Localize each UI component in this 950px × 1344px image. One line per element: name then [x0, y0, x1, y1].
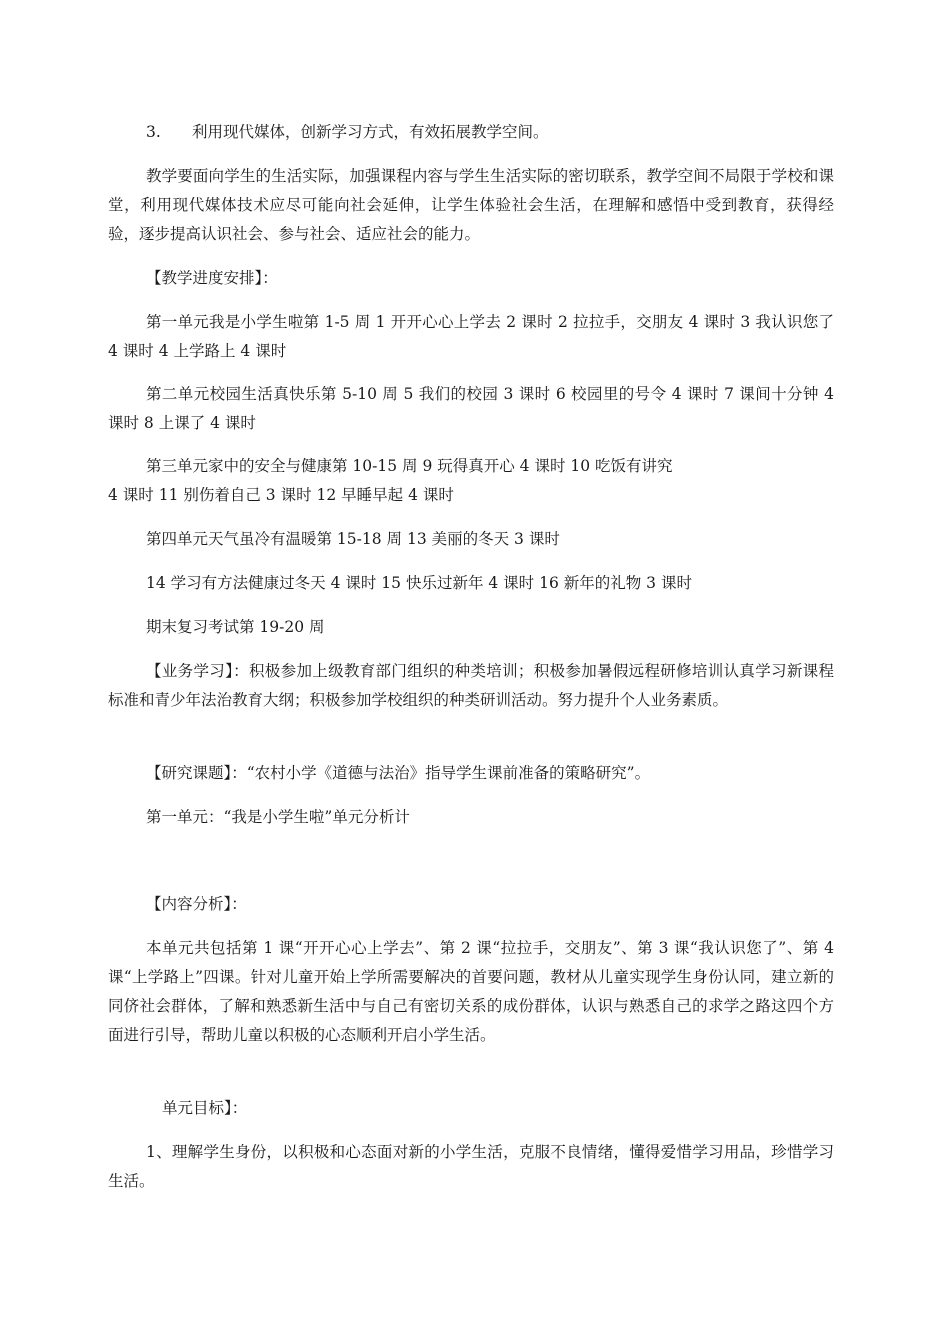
paragraph-unit-1: 第一单元我是小学生啦第 1-5 周 1 开开心心上学去 2 课时 2 拉拉手，交朋友 4 课时 3 我认识您了 4 课时 4 上学路上 4 课时 [108, 313, 834, 360]
heading-content-analysis: 【内容分析】： [146, 895, 247, 913]
paragraph-item-3 [146, 118, 834, 147]
paragraph-unit-4-lessons: 14 学习有方法健康过冬天 4 课时 15 快乐过新年 4 课时 16 新年的礼物 3 课时 [146, 574, 692, 592]
paragraph-research-topic: 【研究课题】：“农村小学《道德与法治》指导学生课前准备的策略研究”。 [146, 764, 651, 782]
paragraph-unit-1-analysis: 第一单元：“我是小学生啦”单元分析计 [146, 808, 410, 826]
paragraph-professional-study: 【业务学习】：积极参加上级教育部门组织的种类培训；积极参加暑假远程研修培训认真学习新课程标准和青少年法治教育大纲；积极参加学校组织的种类研训活动。努力提升个人业务素质。 [108, 662, 834, 709]
paragraph-goal-1: 1、理解学生身份，以积极和心态面对新的小学生活，克服不良情绪，懂得爱惜学习用品，珍惜学习生活。 [108, 1143, 834, 1190]
paragraph-unit-4: 第四单元天气虽冷有温暖第 15-18 周 13 美丽的冬天 3 课时 [146, 530, 560, 548]
paragraph-unit-3-line-2: 4 课时 11 别伤着自己 3 课时 12 早睡早起 4 课时 [108, 486, 454, 504]
list-number: 3. [146, 123, 161, 141]
paragraph-final-exam: 期末复习考试第 19-20 周 [146, 618, 325, 636]
paragraph-content-analysis: 本单元共包括第 1 课“开开心心上学去”、第 2 课“拉拉手，交朋友”、第 3 课“我认识您了”、第 4 课“上学路上”四课。针对儿童开始上学所需要解决的首要问题，教材从儿童实现学生身份认同，建立新的同侪社会群体，了解和熟悉新生活中与自己有密切关系的成份群体，认识与熟悉自己的求学之路这四个方面进行引导，帮助儿童以积极的心态顺利开启小学生活。 [108, 939, 834, 1044]
paragraph-unit-3-line-1: 第三单元家中的安全与健康第 10-15 周 9 玩得真开心 4 课时 10 吃饭有讲究 [146, 457, 673, 475]
heading-teaching-schedule: 【教学进度安排】： [146, 269, 278, 287]
paragraph-unit-2: 第二单元校园生活真快乐第 5-10 周 5 我们的校园 3 课时 6 校园里的号令 4 课时 7 课间十分钟 4 课时 8 上课了 4 课时 [108, 385, 834, 432]
paragraph-teaching-space: 教学要面向学生的生活实际，加强课程内容与学生生活实际的密切联系，教学空间不局限于学校和课堂，利用现代媒体技术应尽可能向社会延伸，让学生体验社会生活，在理解和感悟中受到教育，获得经验，逐步提高认识社会、参与社会、适应社会的能力。 [108, 167, 834, 243]
heading-unit-goals: 单元目标】： [162, 1099, 248, 1117]
paragraph-text: 利用现代媒体，创新学习方式，有效拓展教学空间。 [192, 123, 549, 141]
